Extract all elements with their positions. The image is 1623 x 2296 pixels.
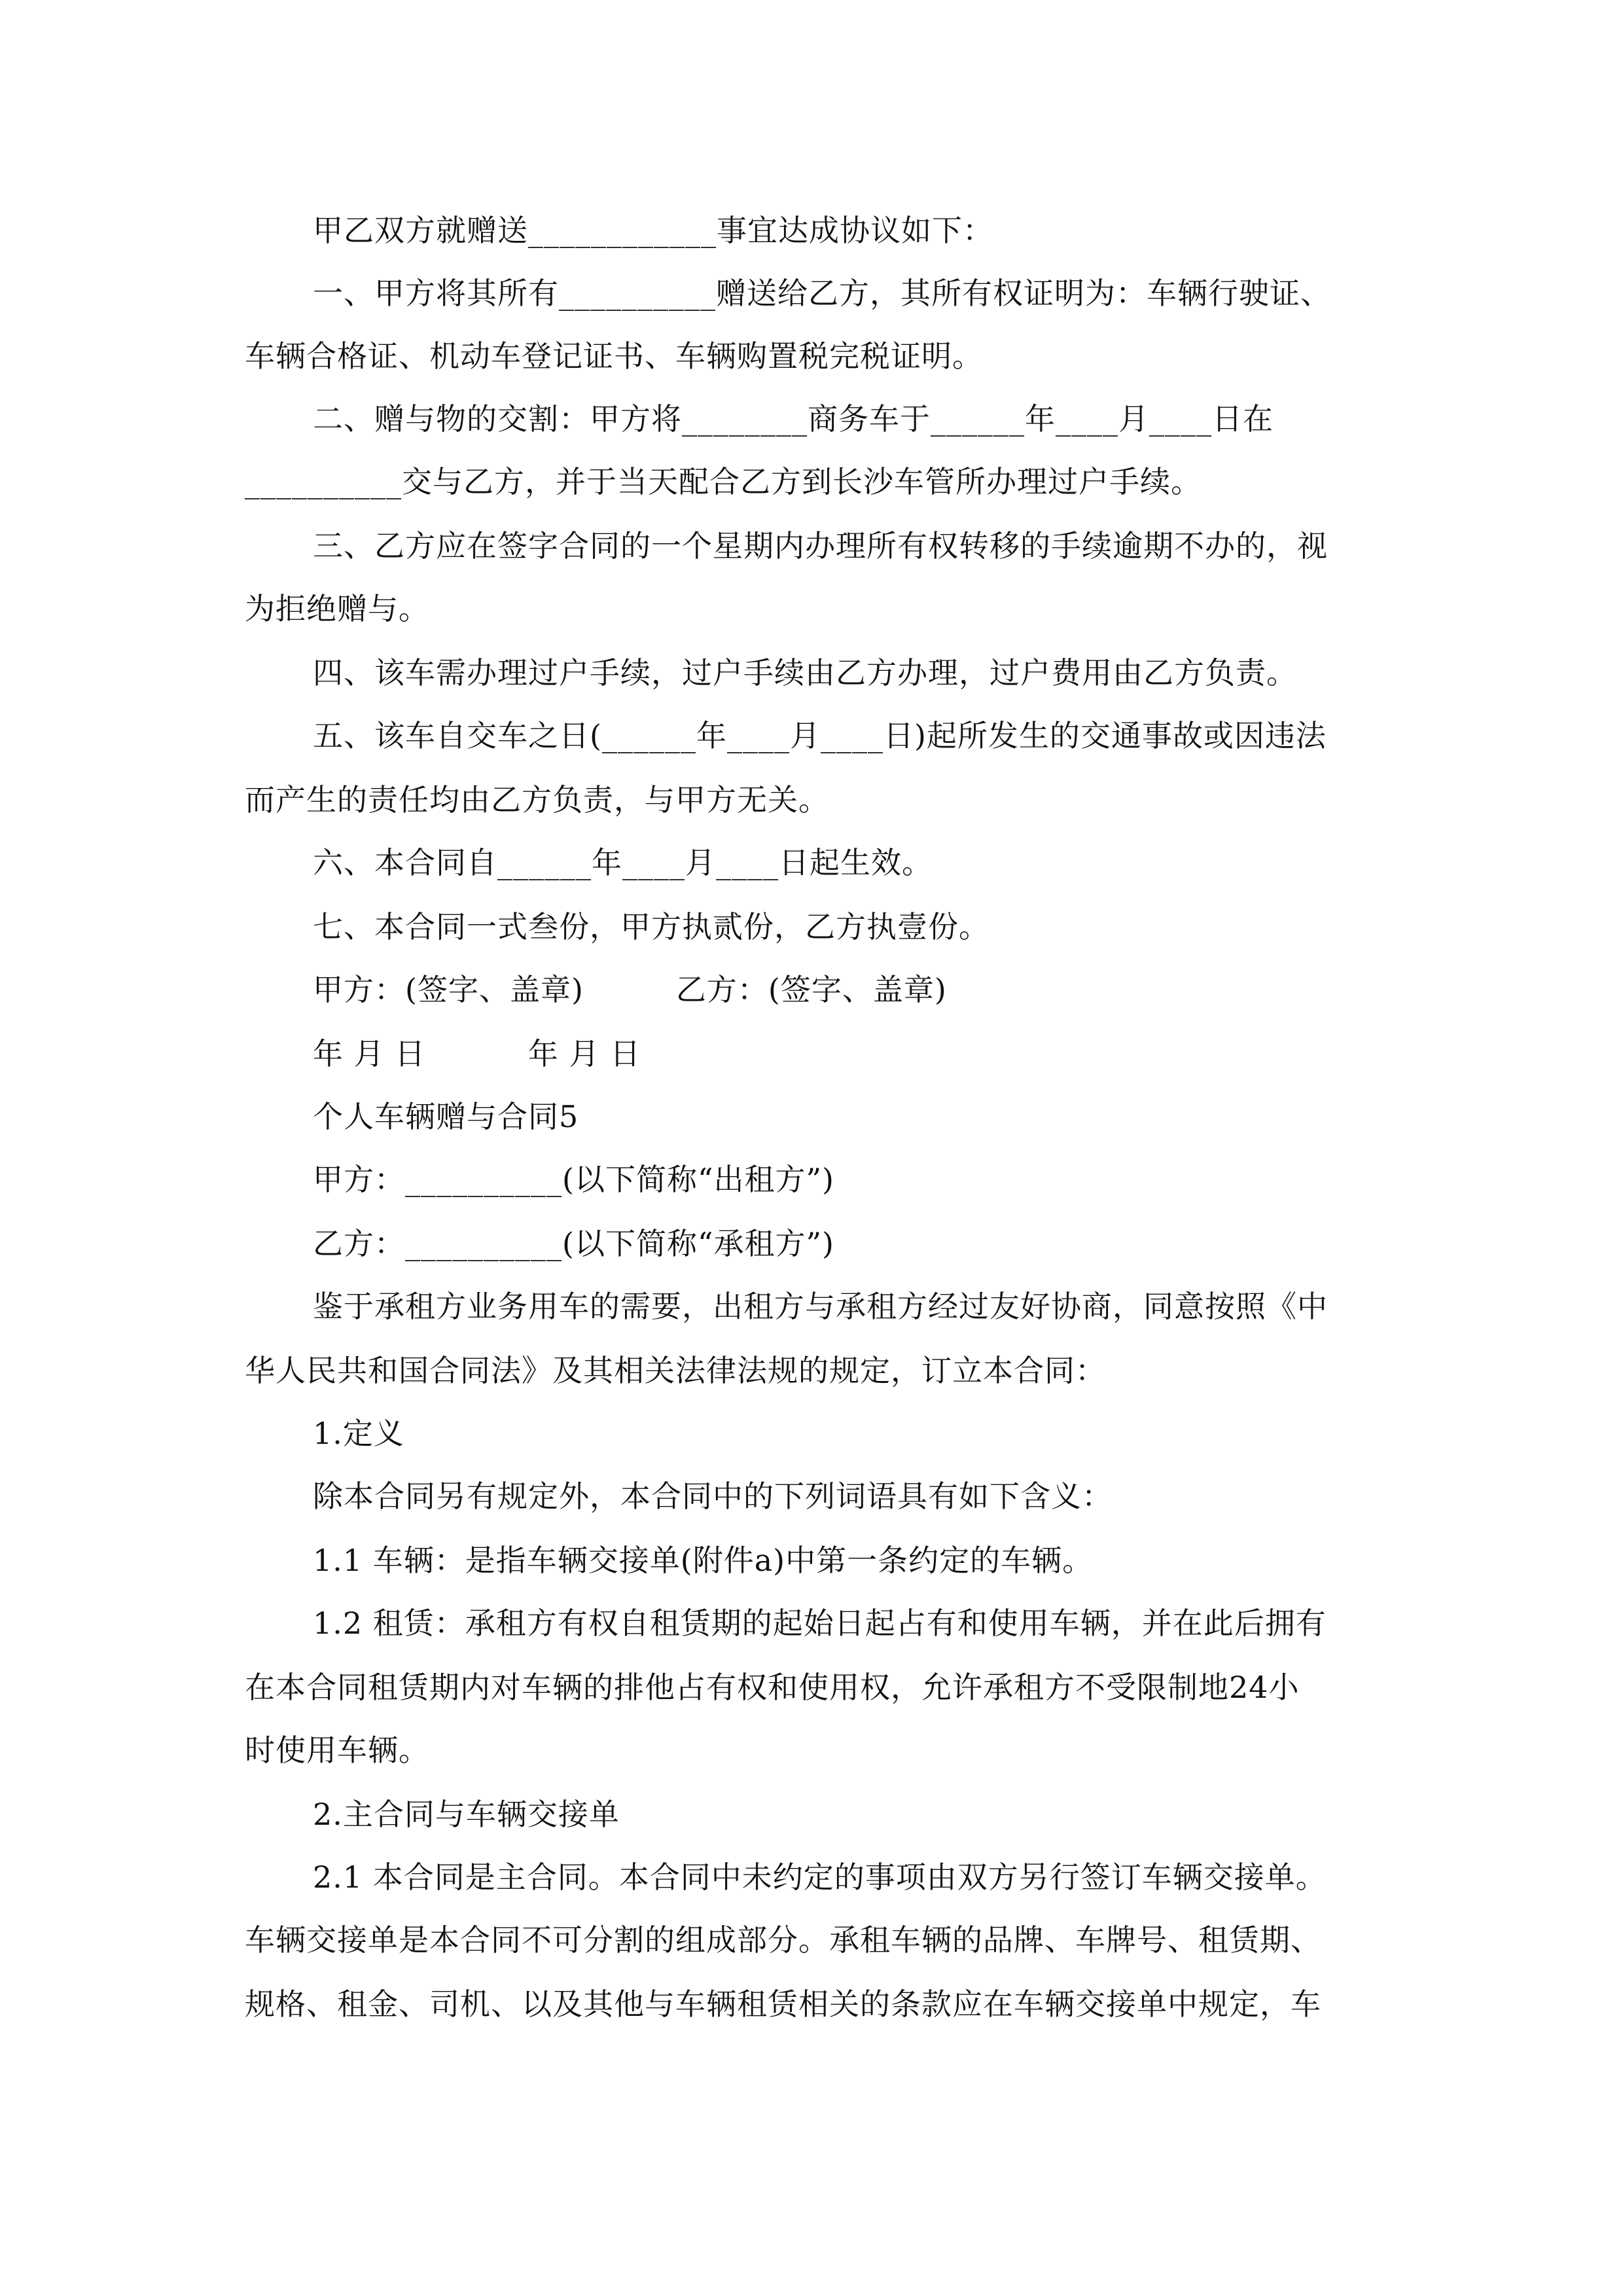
text-line: __________交与乙方，并于当天配合乙方到长沙车管所办理过户手续。 xyxy=(245,464,1202,499)
text-line: 六、本合同自______年____月____日起生效。 xyxy=(313,845,933,880)
text-line: 1.1 车辆：是指车辆交接单(附件a)中第一条约定的车辆。 xyxy=(313,1543,1094,1578)
text-line: 1.定义 xyxy=(313,1416,404,1451)
text-line: 时使用车辆。 xyxy=(245,1732,429,1768)
text-line: 三、乙方应在签字合同的一个星期内办理所有权转移的手续逾期不办的，视 xyxy=(313,528,1328,564)
text-line: 四、该车需办理过户手续，过户手续由乙方办理，过户费用由乙方负责。 xyxy=(313,655,1297,691)
text-line: 在本合同租赁期内对车辆的排他占有权和使用权，允许承租方不受限制地24小 xyxy=(245,1670,1300,1705)
text-line: 规格、租金、司机、以及其他与车辆租赁相关的条款应在车辆交接单中规定，车 xyxy=(245,1986,1321,2022)
text-line: 甲乙双方就赠送____________事宜达成协议如下： xyxy=(313,213,993,248)
text-line: 除本合同另有规定外，本合同中的下列词语具有如下含义： xyxy=(313,1479,1113,1514)
text-line: 乙方：__________(以下简称“承租方”) xyxy=(313,1226,834,1261)
text-line: 2.1 本合同是主合同。本合同中未约定的事项由双方另行签订车辆交接单。 xyxy=(313,1859,1327,1895)
text-line: 2.主合同与车辆交接单 xyxy=(313,1797,620,1832)
text-line: 1.2 租赁：承租方有权自租赁期的起始日起占有和使用车辆，并在此后拥有 xyxy=(313,1605,1327,1641)
text-line: 而产生的责任均由乙方负责，与甲方无关。 xyxy=(245,782,829,817)
text-line: 一、甲方将其所有__________赠送给乙方，其所有权证明为：车辆行驶证、 xyxy=(313,276,1331,311)
text-line: 年 月 日 年 月 日 xyxy=(313,1036,641,1071)
text-line: 七、本合同一式叁份，甲方执贰份，乙方执壹份。 xyxy=(313,909,990,944)
text-line: 甲方：(签字、盖章) 乙方：(签字、盖章) xyxy=(313,972,947,1007)
text-line: 五、该车自交车之日(______年____月____日)起所发生的交通事故或因违法 xyxy=(313,718,1327,753)
section-title: 个人车辆赠与合同5 xyxy=(313,1099,579,1134)
text-line: 鉴于承租方业务用车的需要，出租方与承租方经过友好协商，同意按照《中 xyxy=(313,1289,1328,1324)
text-line: 为拒绝赠与。 xyxy=(245,591,429,626)
text-line: 甲方：__________(以下简称“出租方”) xyxy=(313,1162,834,1197)
text-line: 二、赠与物的交割：甲方将________商务车于______年____月____日在 xyxy=(313,401,1274,437)
text-line: 车辆合格证、机动车登记证书、车辆购置税完税证明。 xyxy=(245,338,983,374)
text-line: 华人民共和国合同法》及其相关法律法规的规定，订立本合同： xyxy=(245,1353,1106,1388)
text-line: 车辆交接单是本合同不可分割的组成部分。承租车辆的品牌、车牌号、租赁期、 xyxy=(245,1922,1321,1958)
